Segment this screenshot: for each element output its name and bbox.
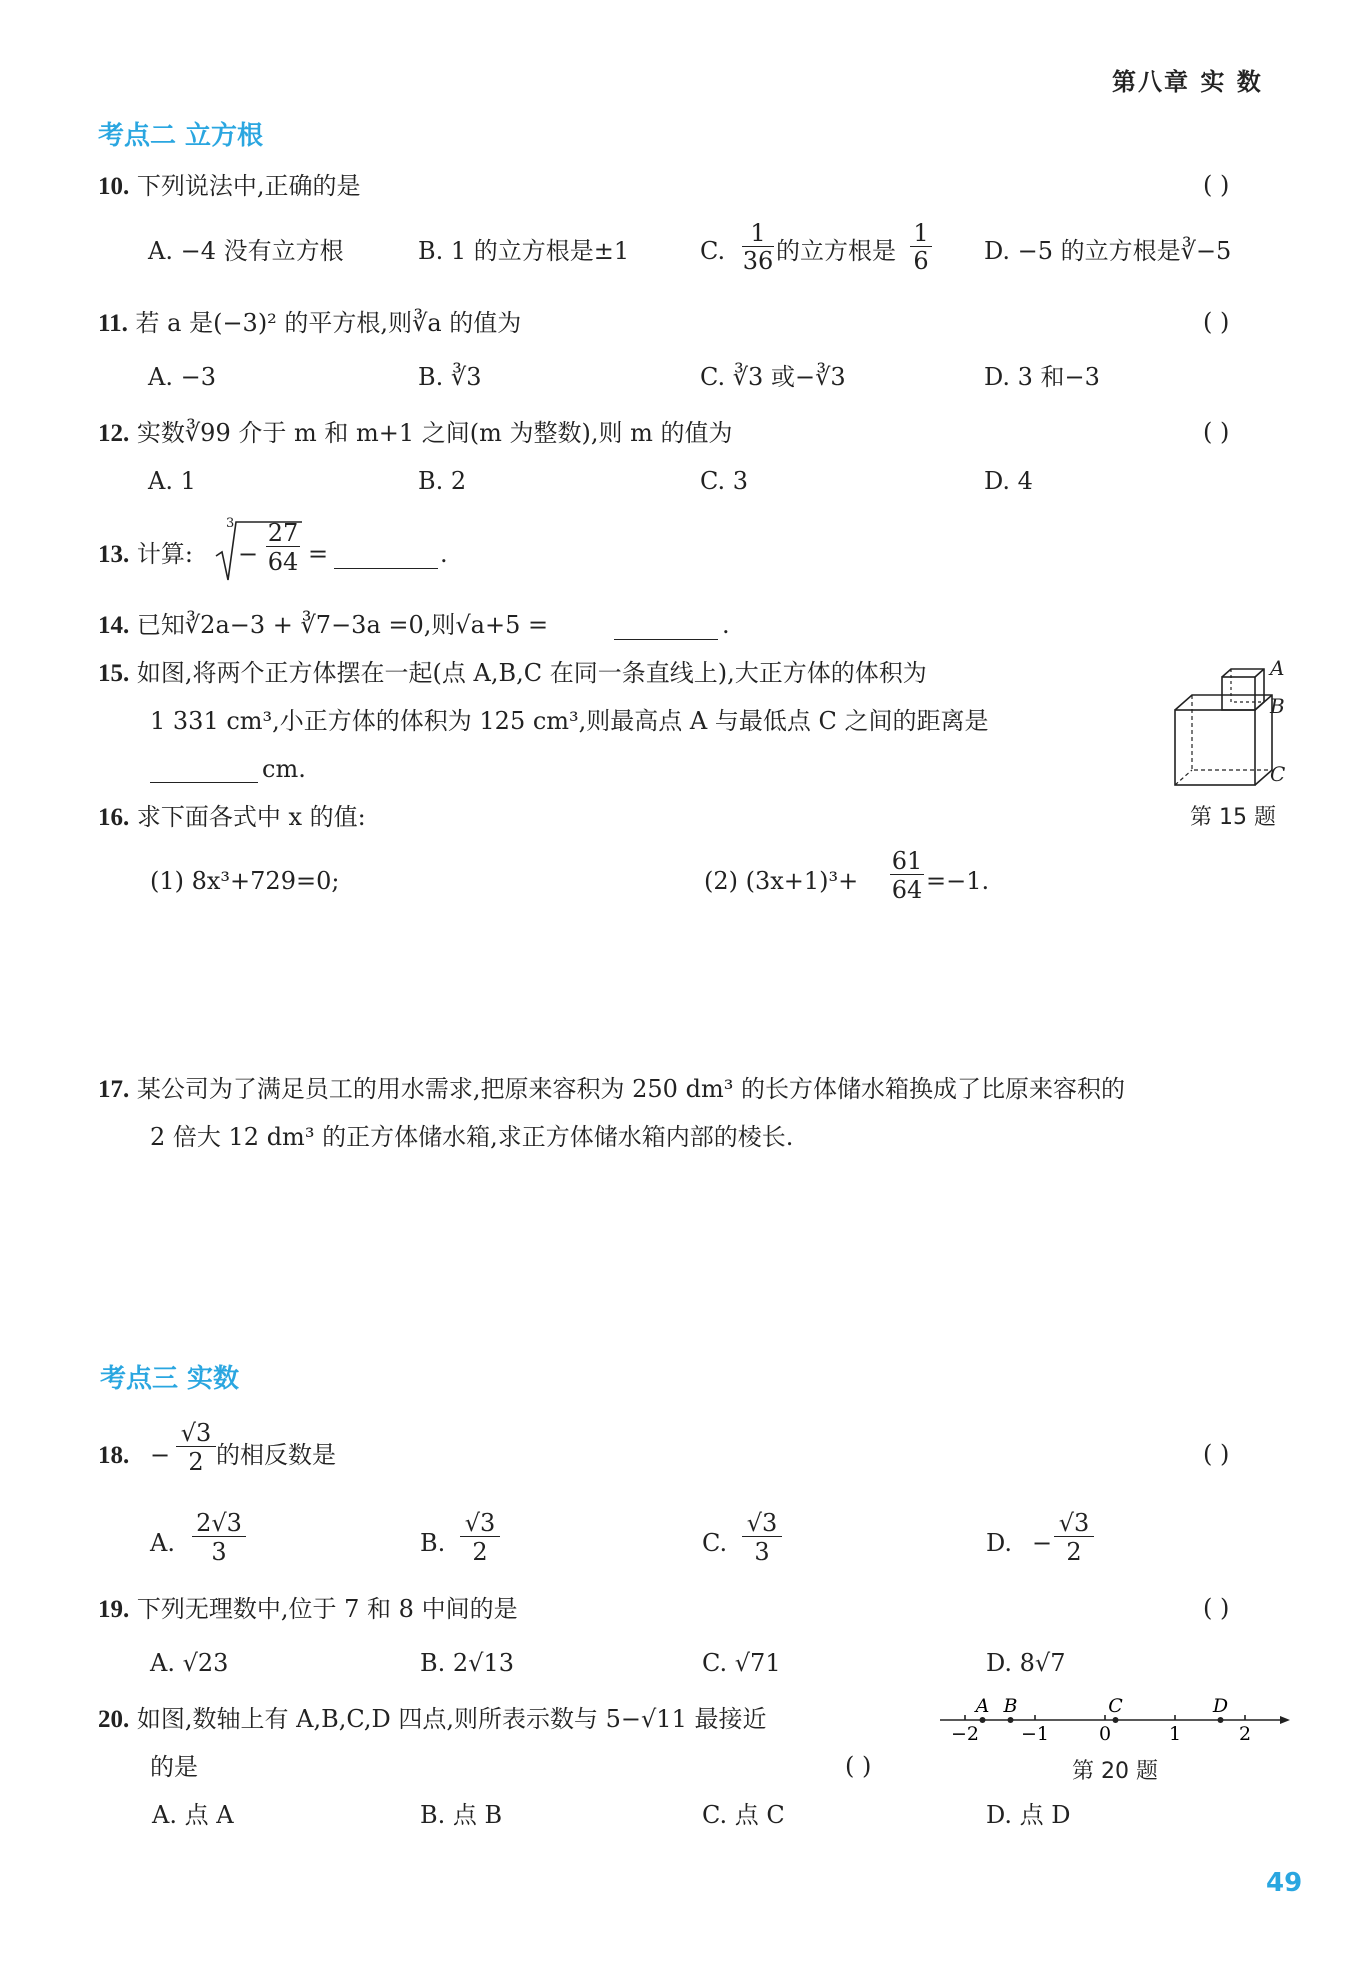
- answer-bracket: ( ): [845, 1752, 872, 1780]
- question-12: 12. 实数∛99 介于 m 和 m+1 之间(m 为整数),则 m 的值为: [98, 419, 733, 447]
- answer-bracket: ( ): [1203, 308, 1230, 336]
- fraction: 61 64: [891, 847, 923, 904]
- question-text: 的相反数是: [216, 1441, 336, 1469]
- section-title-real-numbers: 考点三 实数: [100, 1364, 240, 1394]
- option-b: B. ∛3: [418, 363, 482, 391]
- option-a: A. −4 没有立方根: [148, 237, 344, 265]
- answer-bracket: ( ): [1203, 1594, 1230, 1622]
- option-a: A. 1: [148, 467, 196, 495]
- answer-blank[interactable]: [334, 546, 438, 569]
- answer-blank[interactable]: [150, 760, 258, 783]
- period: .: [440, 540, 448, 568]
- axis-arrow: [1280, 1716, 1290, 1724]
- tick-label: −1: [1020, 1723, 1050, 1745]
- question-10: [98, 171, 361, 202]
- part-1: (1) 8x³+729=0;: [150, 867, 340, 895]
- section-title-cube-root: 考点二 立方根: [98, 121, 264, 151]
- option-d: D. 8√7: [986, 1649, 1066, 1677]
- option-d: D. 4: [984, 467, 1033, 495]
- minus-sign: −: [238, 540, 259, 568]
- fraction: 27 64: [267, 519, 299, 576]
- point-label-b: B: [1003, 1695, 1018, 1717]
- question-text: 下列说法中,正确的是: [136, 172, 361, 200]
- tick-label: 1: [1168, 1723, 1182, 1745]
- equals-sign: =: [308, 540, 329, 568]
- unit-cm: cm.: [262, 755, 306, 783]
- point-label-d: D: [1212, 1695, 1229, 1717]
- point-d: [1218, 1717, 1224, 1723]
- tick-label: 2: [1238, 1723, 1252, 1745]
- point-label-a: A: [975, 1695, 990, 1717]
- label-point-a: A: [1270, 656, 1285, 680]
- question-number: 10.: [98, 173, 130, 200]
- question-15-line-2: 1 331 cm³,小正方体的体积为 125 cm³,则最高点 A 与最低点 C 之间的距离是: [150, 707, 989, 735]
- question-18: 18.: [98, 1442, 130, 1469]
- option-b: B. 点 B: [420, 1801, 503, 1829]
- answer-blank[interactable]: [614, 617, 718, 640]
- question-20-line-2: 的是: [150, 1753, 198, 1781]
- point-c: [1113, 1717, 1119, 1723]
- question-14: 14. 已知∛2a−3 + ∛7−3a =0,则√a+5 =: [98, 611, 549, 639]
- root-index: 3: [226, 516, 235, 531]
- question-13: 13. 计算:: [98, 540, 193, 568]
- option-d: D. −5 的立方根是∛−5: [984, 237, 1232, 265]
- option-a: A. √23: [150, 1649, 229, 1677]
- question-20: 20. 如图,数轴上有 A,B,C,D 四点,则所表示数与 5−√11 最接近: [98, 1705, 767, 1733]
- fraction: 1 36: [742, 219, 774, 275]
- tick-label: 0: [1098, 1723, 1112, 1745]
- option-a: A. −3: [148, 363, 216, 391]
- minus-sign: −: [150, 1441, 171, 1469]
- answer-bracket: ( ): [1203, 171, 1230, 199]
- option-c: C. 点 C: [702, 1801, 785, 1829]
- part-2-suffix: =−1.: [926, 867, 990, 895]
- label-point-c: C: [1270, 762, 1286, 786]
- option-b: B. 2: [418, 467, 467, 495]
- option-b: B. 1 的立方根是±1: [418, 237, 630, 265]
- part-2-prefix: (2) (3x+1)³+: [704, 867, 859, 895]
- question-17: 17. 某公司为了满足员工的用水需求,把原来容积为 250 dm³ 的长方体储水箱换成了比原来容积的: [98, 1075, 1125, 1103]
- question-17-line-2: 2 倍大 12 dm³ 的正方体储水箱,求正方体储水箱内部的棱长.: [150, 1123, 794, 1151]
- answer-bracket: ( ): [1203, 1440, 1230, 1468]
- period: .: [722, 611, 730, 639]
- point-label-c: C: [1108, 1695, 1123, 1717]
- fraction: √3 2: [176, 1420, 216, 1477]
- option-d: D. 点 D: [986, 1801, 1071, 1829]
- tick-label: −2: [950, 1723, 980, 1745]
- option-a: A. 点 A: [152, 1801, 234, 1829]
- page-number: 49: [1266, 1868, 1303, 1898]
- point-a: [980, 1717, 986, 1723]
- question-11: 11. 若 a 是(−3)² 的平方根,则∛a 的值为: [98, 309, 522, 337]
- number-line: [930, 1690, 1290, 1760]
- option-d: D. 3 和−3: [984, 363, 1100, 391]
- figure-caption-20: 第 20 题: [1072, 1759, 1158, 1784]
- chapter-header: 第八章 实 数: [1112, 68, 1263, 96]
- fraction: 1 6: [910, 220, 932, 275]
- question-15: 15. 如图,将两个正方体摆在一起(点 A,B,C 在同一条直线上),大正方体的体积为: [98, 659, 927, 687]
- point-b: [1008, 1717, 1014, 1723]
- figure-caption-15: 第 15 题: [1190, 805, 1276, 830]
- option-b: B. 2√13: [420, 1649, 514, 1677]
- option-c: C. ∛3 或−∛3: [700, 363, 846, 391]
- option-c: C. √71: [702, 1649, 781, 1677]
- question-19: 19. 下列无理数中,位于 7 和 8 中间的是: [98, 1595, 518, 1623]
- label-point-b: B: [1270, 694, 1285, 718]
- answer-bracket: ( ): [1203, 418, 1230, 446]
- option-c: C. 3: [700, 467, 749, 495]
- question-16: 16. 求下面各式中 x 的值:: [98, 803, 366, 831]
